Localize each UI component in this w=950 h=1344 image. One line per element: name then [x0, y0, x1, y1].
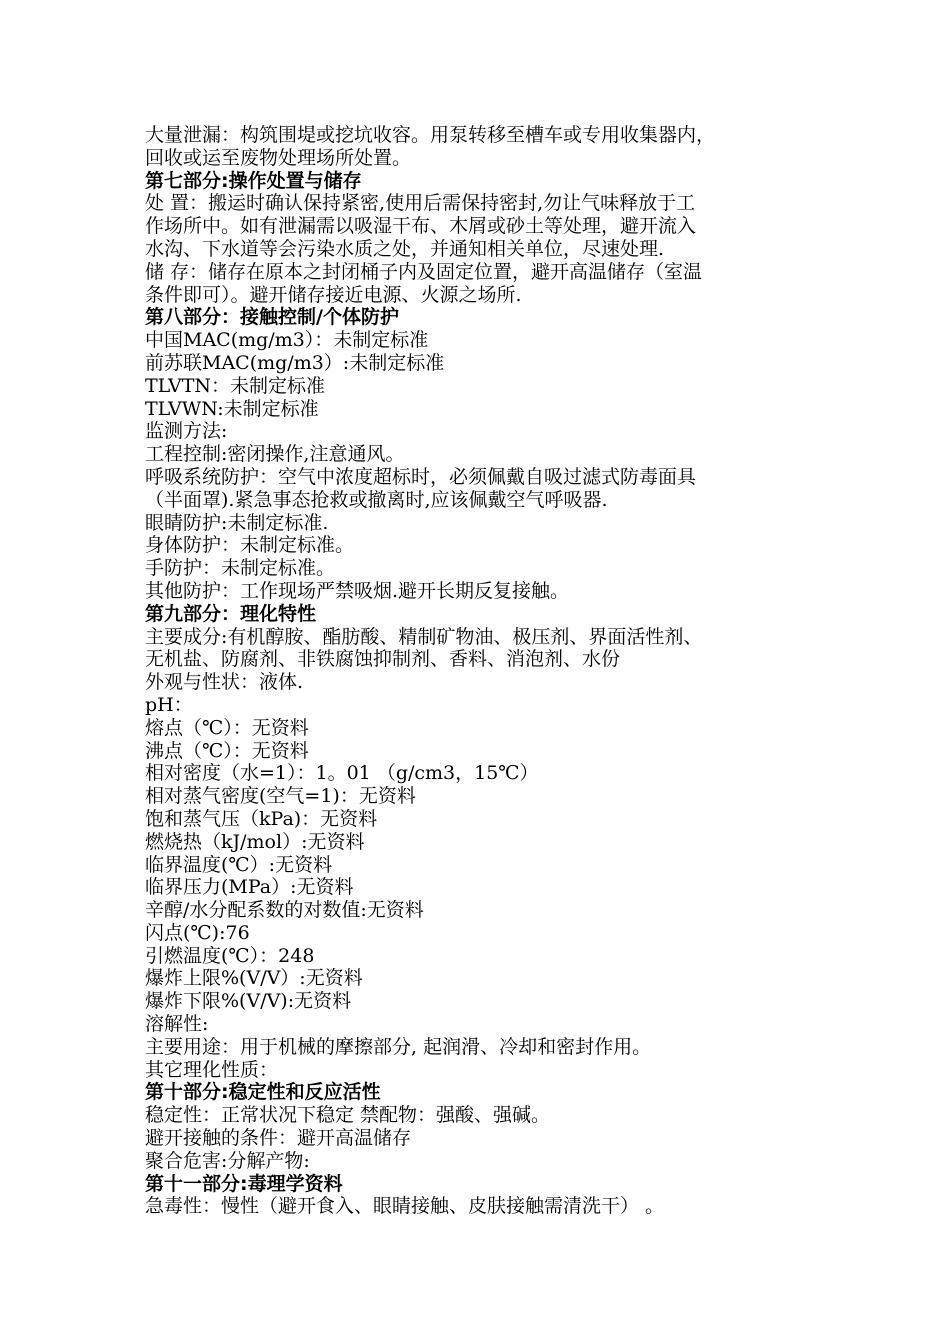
text-line: 溶解性:: [145, 1013, 209, 1036]
text-line: 沸点（℃）：无资料: [145, 739, 309, 762]
section-heading: 第十部分:稳定性和反应活性: [145, 1081, 381, 1104]
section-heading: 第七部分:操作处置与储存: [145, 169, 362, 192]
text-line: 水沟、下水道等会污染水质之处，并通知相关单位，尽速处理.: [145, 237, 665, 260]
text-line: 主要用途：用于机械的摩擦部分, 起润滑、冷却和密封作用。: [145, 1035, 652, 1058]
text-line: 其他防护：工作现场严禁吸烟.避开长期反复接触。: [145, 579, 570, 602]
text-line: 爆炸下限%(V/V):无资料: [145, 990, 352, 1013]
text-line: 外观与性状：液体.: [145, 671, 304, 694]
document-body: [145, 124, 815, 1218]
text-line: 其它理化性质：: [145, 1058, 279, 1081]
text-line: 工程控制:密闭操作,注意通风。: [145, 443, 405, 466]
text-line: 条件即可）。避开储存接近电源、火源之场所.: [145, 283, 522, 306]
text-line: 熔点（℃）：无资料: [145, 716, 309, 739]
text-line: 呼吸系统防护：空气中浓度超标时，必须佩戴自吸过滤式防毒面具: [145, 465, 697, 488]
text-line: 闪点(℃):76: [145, 921, 250, 944]
text-line: 前苏联MAC(mg/m3）:未制定标准: [145, 351, 445, 374]
text-line: 临界温度(℃）:无资料: [145, 853, 333, 876]
text-line: 稳定性：正常状况下稳定 禁配物：强酸、强碱。: [145, 1104, 551, 1127]
text-line: 急毒性：慢性（避开食入、眼睛接触、皮肤接触需清洗干） 。: [145, 1195, 665, 1218]
text-line: TLVTN：未制定标准: [145, 374, 326, 397]
text-line: 大量泄漏：构筑围堤或挖坑收容。用泵转移至槽车或专用收集器内，: [145, 124, 716, 146]
text-line: 身体防护：未制定标准。: [145, 534, 355, 557]
text-line: 相对蒸气密度(空气=1)：无资料: [145, 785, 416, 808]
text-line: 无机盐、防腐剂、非铁腐蚀抑制剂、香料、消泡剂、水份: [145, 648, 621, 671]
section-heading: 第十一部分:毒理学资料: [145, 1172, 343, 1195]
text-line: TLVWN:未制定标准: [145, 397, 319, 420]
section-heading: 第九部分：理化特性: [145, 602, 317, 625]
text-line: 处 置：搬运时确认保持紧密,使用后需保持密封,勿让气味释放于工: [145, 192, 696, 215]
text-line: 回收或运至废物处理场所处置。: [145, 146, 412, 169]
text-line: 储 存：储存在原本之封闭桶子内及固定位置，避开高温储存（室温: [145, 260, 703, 283]
text-line: 引燃温度(℃）：248: [145, 944, 315, 967]
text-line: （半面罩).紧急事态抢救或撤离时,应该佩戴空气呼吸器.: [145, 488, 608, 511]
text-line: 手防护：未制定标准。: [145, 557, 336, 580]
text-line: 饱和蒸气压（kPa)：无资料: [145, 807, 378, 830]
text-line: 中国MAC(mg/m3）：未制定标准: [145, 329, 429, 352]
text-line: 聚合危害:分解产物:: [145, 1149, 310, 1172]
section-heading: 第八部分：接触控制/个体防护: [145, 306, 399, 329]
text-line: 眼睛防护:未制定标准.: [145, 511, 329, 534]
text-line: 相对密度（水=1）：1。01 （g/cm3，15℃）: [145, 762, 539, 785]
text-line: 临界压力(MPa）:无资料: [145, 876, 354, 899]
text-line: 辛醇/水分配系数的对数值:无资料: [145, 899, 424, 922]
text-line: 燃烧热（kJ/mol）:无资料: [145, 830, 365, 853]
text-line: pH：: [145, 693, 193, 716]
text-line: 避开接触的条件：避开高温储存: [145, 1127, 412, 1150]
text-line: 主要成分:有机醇胺、酯肪酸、精制矿物油、极压剂、界面活性剂、: [145, 625, 703, 648]
text-line: 监测方法:: [145, 420, 228, 443]
text-line: 爆炸上限%(V/V）:无资料: [145, 967, 363, 990]
text-line: 作场所中。如有泄漏需以吸湿干布、木屑或砂土等处理，避开流入: [145, 215, 697, 238]
